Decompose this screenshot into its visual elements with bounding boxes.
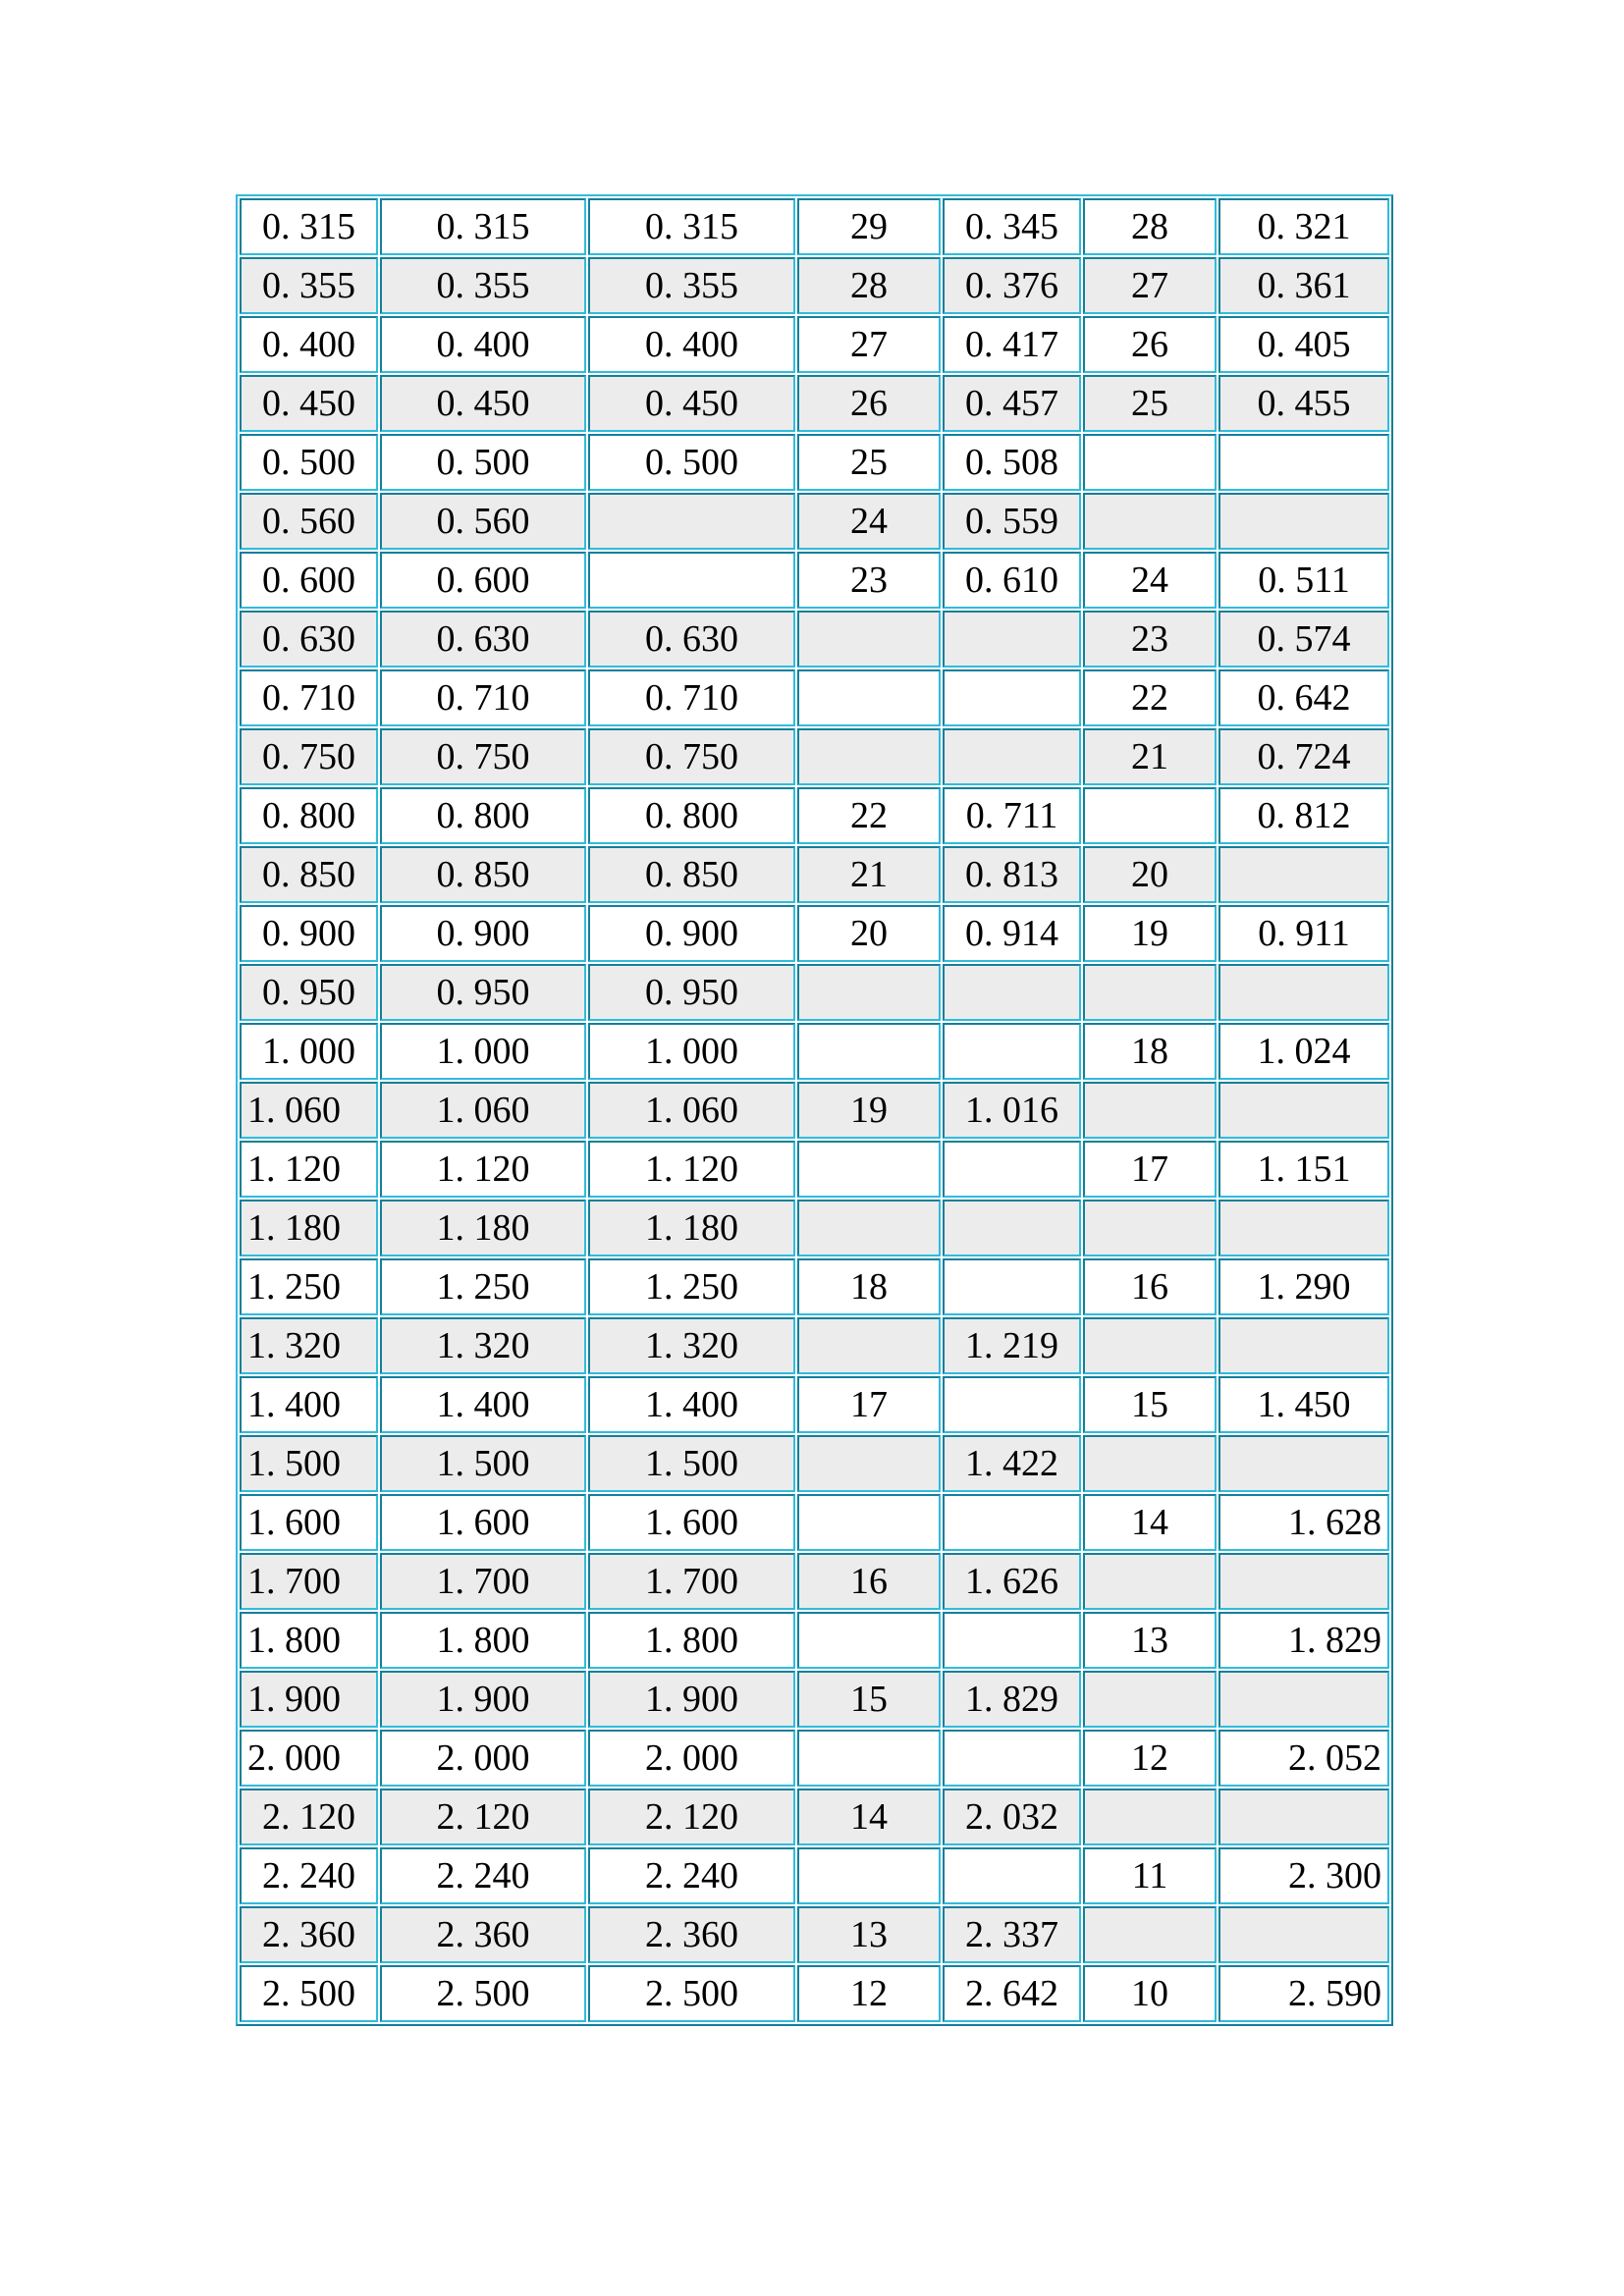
table-row	[240, 552, 1389, 609]
table-cell: 2. 000	[588, 1730, 795, 1787]
table-row	[240, 1023, 1389, 1080]
table-cell	[1083, 964, 1217, 1021]
table-cell: 0. 914	[943, 905, 1081, 962]
table-cell	[1218, 434, 1389, 491]
table-row	[240, 1671, 1389, 1728]
table-cell: 14	[797, 1789, 941, 1845]
table-cell: 0. 355	[588, 257, 795, 314]
table-cell	[1083, 1200, 1217, 1256]
table-cell	[1218, 1789, 1389, 1845]
table-cell	[797, 1200, 941, 1256]
table-row	[240, 1847, 1389, 1904]
table-cell: 1. 800	[380, 1612, 586, 1669]
table-cell: 16	[797, 1553, 941, 1610]
size-comparison-table	[236, 194, 1393, 2026]
table-row	[240, 1141, 1389, 1198]
table-cell	[1083, 1435, 1217, 1492]
table-cell: 0. 750	[380, 728, 586, 785]
table-cell: 0. 800	[380, 787, 586, 844]
table-cell	[797, 1141, 941, 1198]
table-row	[240, 964, 1389, 1021]
table-cell: 0. 911	[1218, 905, 1389, 962]
table-cell: 13	[797, 1906, 941, 1963]
table-cell	[943, 1141, 1081, 1198]
table-cell: 28	[1083, 198, 1217, 255]
table-cell: 11	[1083, 1847, 1217, 1904]
table-cell	[943, 1612, 1081, 1669]
table-cell: 1. 600	[240, 1494, 378, 1551]
table-cell: 2. 120	[380, 1789, 586, 1845]
table-cell	[1218, 1671, 1389, 1728]
table-cell: 20	[797, 905, 941, 962]
table-cell: 0. 710	[380, 669, 586, 726]
table-cell: 0. 574	[1218, 611, 1389, 667]
table-cell: 1. 500	[588, 1435, 795, 1492]
table-cell: 25	[797, 434, 941, 491]
table-cell: 22	[1083, 669, 1217, 726]
table-cell: 1. 829	[943, 1671, 1081, 1728]
table-row	[240, 1730, 1389, 1787]
table-cell: 1. 800	[240, 1612, 378, 1669]
table-cell: 1. 829	[1218, 1612, 1389, 1669]
table-cell: 24	[1083, 552, 1217, 609]
table-row	[240, 1435, 1389, 1492]
table-row	[240, 611, 1389, 667]
table-cell	[943, 1730, 1081, 1787]
table-cell	[1083, 1553, 1217, 1610]
table-cell: 2. 120	[240, 1789, 378, 1845]
table-cell	[943, 1023, 1081, 1080]
table-cell: 2. 240	[380, 1847, 586, 1904]
table-cell: 20	[1083, 846, 1217, 903]
table-cell: 0. 630	[380, 611, 586, 667]
table-cell: 0. 400	[380, 316, 586, 373]
table-cell: 19	[797, 1082, 941, 1139]
table-cell: 0. 450	[240, 375, 378, 432]
table-body	[240, 198, 1389, 2022]
table-cell: 14	[1083, 1494, 1217, 1551]
table-row	[240, 728, 1389, 785]
table-cell	[797, 1435, 941, 1492]
table-cell: 2. 500	[240, 1965, 378, 2022]
table-cell: 0. 355	[380, 257, 586, 314]
table-cell: 22	[797, 787, 941, 844]
table-cell: 1. 600	[380, 1494, 586, 1551]
table-cell	[943, 964, 1081, 1021]
table-row	[240, 198, 1389, 255]
table-row	[240, 787, 1389, 844]
table-cell: 1. 120	[380, 1141, 586, 1198]
table-cell: 0. 813	[943, 846, 1081, 903]
table-cell	[797, 964, 941, 1021]
table-cell: 2. 360	[380, 1906, 586, 1963]
table-cell: 13	[1083, 1612, 1217, 1669]
table-cell: 1. 500	[380, 1435, 586, 1492]
table-cell	[1083, 1082, 1217, 1139]
table-cell: 1. 151	[1218, 1141, 1389, 1198]
table-cell	[1218, 964, 1389, 1021]
table-cell: 0. 315	[588, 198, 795, 255]
table-row	[240, 905, 1389, 962]
table-cell	[943, 669, 1081, 726]
table-cell: 0. 511	[1218, 552, 1389, 609]
table-cell: 0. 500	[588, 434, 795, 491]
table-cell: 1. 250	[240, 1258, 378, 1315]
table-cell: 1. 700	[380, 1553, 586, 1610]
table-cell: 1. 450	[1218, 1376, 1389, 1433]
table-cell: 0. 400	[588, 316, 795, 373]
table-cell: 0. 610	[943, 552, 1081, 609]
table-cell: 1. 900	[588, 1671, 795, 1728]
table-cell: 0. 642	[1218, 669, 1389, 726]
table-cell: 0. 560	[240, 493, 378, 550]
table-cell	[1218, 1082, 1389, 1139]
table-cell: 0. 559	[943, 493, 1081, 550]
table-cell: 0. 560	[380, 493, 586, 550]
table-cell: 0. 950	[588, 964, 795, 1021]
table-cell	[1083, 787, 1217, 844]
table-cell: 1. 400	[588, 1376, 795, 1433]
table-cell: 0. 450	[380, 375, 586, 432]
table-cell: 0. 630	[240, 611, 378, 667]
table-cell	[943, 1258, 1081, 1315]
table-cell: 1. 060	[588, 1082, 795, 1139]
table-cell: 0. 355	[240, 257, 378, 314]
table-cell	[1083, 1789, 1217, 1845]
table-cell: 1. 628	[1218, 1494, 1389, 1551]
table-cell: 12	[1083, 1730, 1217, 1787]
table-cell: 15	[1083, 1376, 1217, 1433]
table-cell: 23	[1083, 611, 1217, 667]
table-cell: 0. 405	[1218, 316, 1389, 373]
table-cell: 0. 600	[240, 552, 378, 609]
table-cell: 25	[1083, 375, 1217, 432]
table-cell: 0. 800	[588, 787, 795, 844]
table-cell: 0. 850	[588, 846, 795, 903]
table-cell	[1083, 1317, 1217, 1374]
table-cell: 1. 500	[240, 1435, 378, 1492]
table-cell: 16	[1083, 1258, 1217, 1315]
table-cell: 2. 120	[588, 1789, 795, 1845]
table-cell: 1. 800	[588, 1612, 795, 1669]
table-cell	[797, 669, 941, 726]
table-cell: 18	[1083, 1023, 1217, 1080]
table-row	[240, 375, 1389, 432]
table-cell: 17	[1083, 1141, 1217, 1198]
table-cell: 23	[797, 552, 941, 609]
table-cell: 1. 290	[1218, 1258, 1389, 1315]
table-cell	[943, 1847, 1081, 1904]
table-cell: 24	[797, 493, 941, 550]
table-cell: 0. 724	[1218, 728, 1389, 785]
table-cell: 28	[797, 257, 941, 314]
table-row	[240, 1965, 1389, 2022]
table-cell: 19	[1083, 905, 1217, 962]
table-cell: 21	[797, 846, 941, 903]
table-row	[240, 1494, 1389, 1551]
table-row	[240, 434, 1389, 491]
table-cell: 27	[797, 316, 941, 373]
table-row	[240, 669, 1389, 726]
table-cell: 0. 812	[1218, 787, 1389, 844]
table-cell	[1083, 1671, 1217, 1728]
table-cell: 1. 320	[588, 1317, 795, 1374]
table-cell: 1. 000	[588, 1023, 795, 1080]
table-cell	[797, 1730, 941, 1787]
table-cell: 1. 000	[380, 1023, 586, 1080]
table-cell: 0. 900	[380, 905, 586, 962]
table-cell: 0. 500	[380, 434, 586, 491]
table-cell	[1218, 1200, 1389, 1256]
table-cell: 1. 016	[943, 1082, 1081, 1139]
table-cell: 0. 455	[1218, 375, 1389, 432]
table-cell: 0. 850	[240, 846, 378, 903]
table-cell	[588, 552, 795, 609]
table-cell: 0. 376	[943, 257, 1081, 314]
table-cell: 18	[797, 1258, 941, 1315]
table-cell: 1. 320	[380, 1317, 586, 1374]
table-cell: 1. 000	[240, 1023, 378, 1080]
table-cell: 2. 052	[1218, 1730, 1389, 1787]
table-cell	[943, 1494, 1081, 1551]
table-cell	[797, 1612, 941, 1669]
table-cell: 27	[1083, 257, 1217, 314]
table-cell: 2. 500	[380, 1965, 586, 2022]
table-cell: 15	[797, 1671, 941, 1728]
table-row	[240, 1376, 1389, 1433]
table-cell: 1. 626	[943, 1553, 1081, 1610]
table-cell: 1. 320	[240, 1317, 378, 1374]
table-cell: 0. 457	[943, 375, 1081, 432]
table-cell	[943, 1376, 1081, 1433]
table-cell	[588, 493, 795, 550]
table-cell	[943, 1200, 1081, 1256]
table-cell: 2. 240	[240, 1847, 378, 1904]
table-row	[240, 1553, 1389, 1610]
table-cell: 2. 000	[380, 1730, 586, 1787]
table-cell: 0. 950	[380, 964, 586, 1021]
table-cell: 2. 032	[943, 1789, 1081, 1845]
table-cell: 29	[797, 198, 941, 255]
table-cell: 0. 850	[380, 846, 586, 903]
table-cell	[1083, 434, 1217, 491]
table-cell: 0. 315	[240, 198, 378, 255]
table-cell: 1. 700	[240, 1553, 378, 1610]
table-cell: 0. 500	[240, 434, 378, 491]
table-cell: 2. 360	[588, 1906, 795, 1963]
table-cell: 26	[797, 375, 941, 432]
table-cell: 0. 361	[1218, 257, 1389, 314]
table-cell	[797, 611, 941, 667]
table-cell: 2. 642	[943, 1965, 1081, 2022]
table-cell: 1. 250	[588, 1258, 795, 1315]
table-cell: 0. 417	[943, 316, 1081, 373]
table-cell: 0. 710	[588, 669, 795, 726]
table-cell: 17	[797, 1376, 941, 1433]
table-cell: 0. 630	[588, 611, 795, 667]
table-cell: 0. 508	[943, 434, 1081, 491]
table-cell	[797, 1494, 941, 1551]
table-cell: 0. 345	[943, 198, 1081, 255]
table-row	[240, 1258, 1389, 1315]
table-cell: 0. 711	[943, 787, 1081, 844]
table-cell	[1218, 846, 1389, 903]
table-cell: 0. 750	[588, 728, 795, 785]
table-cell: 1. 250	[380, 1258, 586, 1315]
table-cell	[1218, 493, 1389, 550]
table-cell	[797, 1023, 941, 1080]
table-cell: 10	[1083, 1965, 1217, 2022]
table-cell	[797, 728, 941, 785]
table-row	[240, 1612, 1389, 1669]
table-cell: 0. 750	[240, 728, 378, 785]
table-cell: 0. 800	[240, 787, 378, 844]
table-cell: 26	[1083, 316, 1217, 373]
table-cell: 1. 180	[380, 1200, 586, 1256]
table-row	[240, 1789, 1389, 1845]
table-cell: 1. 600	[588, 1494, 795, 1551]
table-cell: 12	[797, 1965, 941, 2022]
table-cell	[797, 1847, 941, 1904]
table-cell: 0. 710	[240, 669, 378, 726]
table-cell: 21	[1083, 728, 1217, 785]
table-cell: 0. 900	[588, 905, 795, 962]
table-cell: 2. 590	[1218, 1965, 1389, 2022]
table-row	[240, 846, 1389, 903]
table-cell: 0. 600	[380, 552, 586, 609]
table-cell: 1. 060	[380, 1082, 586, 1139]
table-cell	[1218, 1435, 1389, 1492]
table-row	[240, 493, 1389, 550]
table-cell: 1. 700	[588, 1553, 795, 1610]
table-cell: 2. 000	[240, 1730, 378, 1787]
table-cell	[1218, 1317, 1389, 1374]
table-cell: 1. 060	[240, 1082, 378, 1139]
table-cell: 2. 360	[240, 1906, 378, 1963]
table-row	[240, 1906, 1389, 1963]
table-row	[240, 257, 1389, 314]
table-row	[240, 1082, 1389, 1139]
table-cell: 2. 337	[943, 1906, 1081, 1963]
table-row	[240, 1200, 1389, 1256]
table-cell: 1. 180	[588, 1200, 795, 1256]
table-cell: 0. 400	[240, 316, 378, 373]
table-cell: 2. 240	[588, 1847, 795, 1904]
table-row	[240, 316, 1389, 373]
table-cell: 1. 219	[943, 1317, 1081, 1374]
table-cell	[1083, 493, 1217, 550]
table-cell	[1218, 1906, 1389, 1963]
table-cell: 1. 024	[1218, 1023, 1389, 1080]
table-cell	[943, 611, 1081, 667]
table-cell: 1. 120	[588, 1141, 795, 1198]
table-cell	[943, 728, 1081, 785]
table-cell: 0. 900	[240, 905, 378, 962]
table-row	[240, 1317, 1389, 1374]
table-cell: 2. 500	[588, 1965, 795, 2022]
table-cell: 1. 120	[240, 1141, 378, 1198]
table-cell: 1. 422	[943, 1435, 1081, 1492]
table-cell: 0. 950	[240, 964, 378, 1021]
table-cell: 0. 315	[380, 198, 586, 255]
table-cell: 1. 400	[380, 1376, 586, 1433]
table-cell: 1. 180	[240, 1200, 378, 1256]
table-cell	[1218, 1553, 1389, 1610]
table-cell	[797, 1317, 941, 1374]
table-cell: 0. 321	[1218, 198, 1389, 255]
table-cell: 2. 300	[1218, 1847, 1389, 1904]
table-cell	[1083, 1906, 1217, 1963]
table-cell: 1. 900	[240, 1671, 378, 1728]
table-cell: 0. 450	[588, 375, 795, 432]
table-cell: 1. 400	[240, 1376, 378, 1433]
table-cell: 1. 900	[380, 1671, 586, 1728]
